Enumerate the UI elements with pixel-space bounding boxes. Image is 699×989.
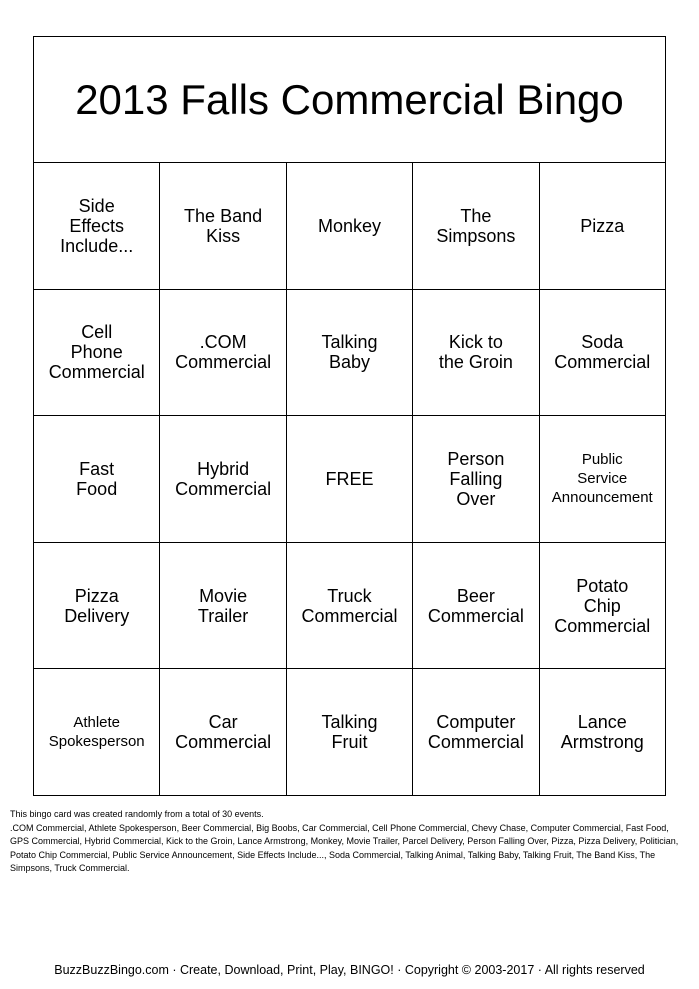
bingo-cell: Public Service Announcement	[540, 416, 666, 543]
bingo-cell: Car Commercial	[160, 669, 286, 796]
bingo-cell: Movie Trailer	[160, 543, 286, 670]
bingo-cell: Potato Chip Commercial	[540, 543, 666, 670]
bingo-cell: Side Effects Include...	[34, 163, 160, 290]
bingo-cell: Lance Armstrong	[540, 669, 666, 796]
event-list: .COM Commercial, Athlete Spokesperson, Beer Commercial, Big Boobs, Car Commercial, Cell Phone Commercial, Chevy Chase, Computer Commercial, Fast Food, GPS Commercial, Hybrid Commercial, Kick to the Groin, Lance Armstrong, Monkey, Movie Trailer, Parcel Delivery, Person Falling Over, Pizza, Pizza Delivery, Politician, Potato Chip Commercial, Public Service Announcement, Side Effects Include..., Soda Commercial, Talking Animal, Talking Baby, Talking Fruit, The Band Kiss, The Simpsons, Truck Commercial.	[10, 822, 679, 873]
free-cell: FREE	[287, 416, 413, 543]
bingo-cell: Person Falling Over	[413, 416, 539, 543]
bingo-cell: The Band Kiss	[160, 163, 286, 290]
bingo-cell: Talking Baby	[287, 290, 413, 417]
bingo-cell: Beer Commercial	[413, 543, 539, 670]
bingo-cell: Monkey	[287, 163, 413, 290]
bingo-grid	[34, 163, 666, 796]
bingo-cell: Cell Phone Commercial	[34, 290, 160, 417]
bingo-cell: The Simpsons	[413, 163, 539, 290]
bingo-cell: Pizza Delivery	[34, 543, 160, 670]
bingo-cell: Kick to the Groin	[413, 290, 539, 417]
bingo-cell: Talking Fruit	[287, 669, 413, 796]
bingo-cell: Fast Food	[34, 416, 160, 543]
bingo-cell: Hybrid Commercial	[160, 416, 286, 543]
event-count-text: This bingo card was created randomly from a total of 30 events.	[10, 809, 264, 819]
copyright-footer: BuzzBuzzBingo.com · Create, Download, Print, Play, BINGO! · Copyright © 2003-2017 · All rights reserved	[54, 963, 645, 977]
event-list-note	[10, 808, 690, 876]
bingo-cell: Soda Commercial	[540, 290, 666, 417]
card-title: 2013 Falls Commercial Bingo	[34, 37, 666, 163]
bingo-cell: Truck Commercial	[287, 543, 413, 670]
bingo-card	[33, 36, 666, 796]
bingo-cell: Athlete Spokesperson	[34, 669, 160, 796]
bingo-cell: .COM Commercial	[160, 290, 286, 417]
bingo-cell: Pizza	[540, 163, 666, 290]
bingo-cell: Computer Commercial	[413, 669, 539, 796]
